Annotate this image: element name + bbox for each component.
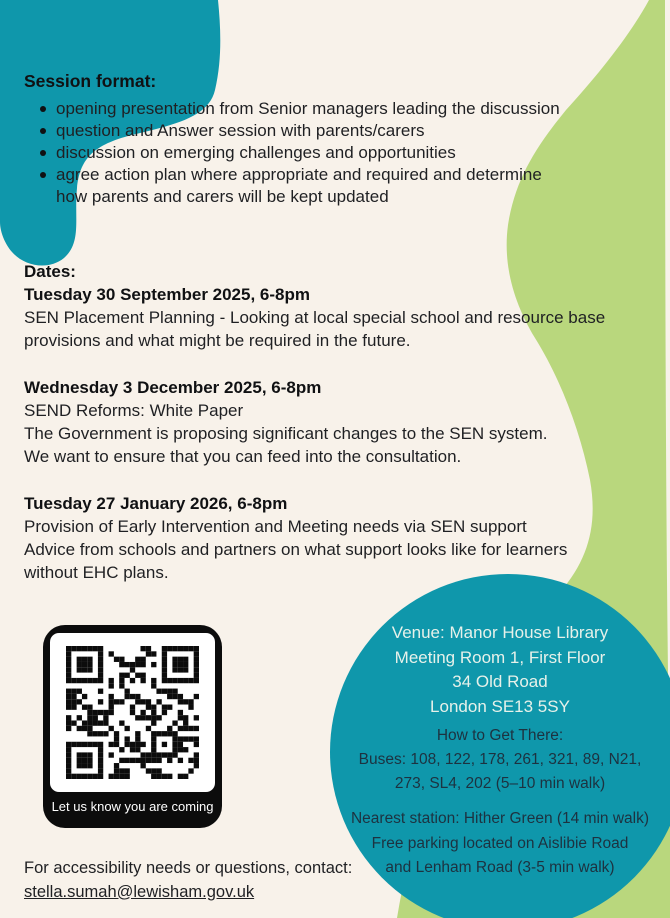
event-line: We want to ensure that you can feed into the consultation. xyxy=(24,447,462,466)
event-line: The Government is proposing significant changes to the SEN system. xyxy=(24,424,548,443)
how-to-get-there xyxy=(330,724,670,796)
event-line: Provision of Early Intervention and Meeting needs via SEN support xyxy=(24,517,527,536)
bullet-text: discussion on emerging challenges and opportunities xyxy=(56,143,456,162)
venue-line: Venue: Manor House Library xyxy=(391,623,609,642)
session-format-section xyxy=(24,68,644,208)
bullet-icon xyxy=(40,106,46,112)
qr-code-block xyxy=(43,625,222,828)
venue-info xyxy=(330,621,670,881)
event-line: SEND Reforms: White Paper xyxy=(24,401,244,420)
event-title: Wednesday 3 December 2025, 6-8pm xyxy=(24,378,322,397)
how-line: Buses: 108, 122, 178, 261, 321, 89, N21, xyxy=(358,751,642,768)
transport-line: and Lenham Road (3-5 min walk) xyxy=(385,859,615,876)
event-title: Tuesday 30 September 2025, 6-8pm xyxy=(24,285,310,304)
list-item xyxy=(24,98,644,120)
session-format-list xyxy=(24,98,644,208)
qr-code-area xyxy=(50,633,215,792)
event-line: provisions and what might be required in the future. xyxy=(24,331,411,350)
how-line: 273, SL4, 202 (5–10 min walk) xyxy=(394,775,606,792)
list-item xyxy=(24,164,644,208)
qr-caption: Let us know you are coming xyxy=(51,799,214,814)
event-line: Advice from schools and partners on what support looks like for learners xyxy=(24,540,568,559)
event-line: without EHC plans. xyxy=(24,563,169,582)
transport-line: Free parking located on Aislibie Road xyxy=(371,834,629,852)
qr-code xyxy=(66,646,199,779)
bullet-icon xyxy=(40,172,46,178)
bullet-text: opening presentation from Senior managers leading the discussion xyxy=(56,99,560,118)
list-item xyxy=(24,120,644,142)
dates-section xyxy=(24,260,649,608)
venue-address xyxy=(330,621,670,719)
event-december xyxy=(24,376,649,468)
bullet-icon xyxy=(40,128,46,134)
event-title: Tuesday 27 January 2026, 6-8pm xyxy=(24,494,288,513)
bullet-text-continuation: how parents and carers will be kept updated xyxy=(56,187,389,206)
venue-line: London SE13 5SY xyxy=(430,696,570,716)
event-january xyxy=(24,492,649,584)
dates-heading: Dates: xyxy=(24,262,76,281)
event-september xyxy=(24,283,649,352)
session-format-heading: Session format: xyxy=(24,71,157,91)
contact-section xyxy=(24,857,444,904)
contact-email-link[interactable]: stella.sumah@lewisham.gov.uk xyxy=(24,882,255,901)
how-line: How to Get There: xyxy=(436,727,564,744)
transport-line: Nearest station: Hither Green (14 min walk) xyxy=(350,810,650,827)
contact-label: For accessibility needs or questions, contact: xyxy=(24,859,353,877)
event-line: SEN Placement Planning - Looking at local special school and resource base xyxy=(24,308,606,327)
bullet-icon xyxy=(40,150,46,156)
venue-line: 34 Old Road xyxy=(452,672,548,691)
bullet-text: question and Answer session with parents/carers xyxy=(56,121,425,140)
list-item xyxy=(24,142,644,164)
bullet-text: agree action plan where appropriate and required and determine xyxy=(56,165,542,184)
venue-line: Meeting Room 1, First Floor xyxy=(394,647,606,667)
